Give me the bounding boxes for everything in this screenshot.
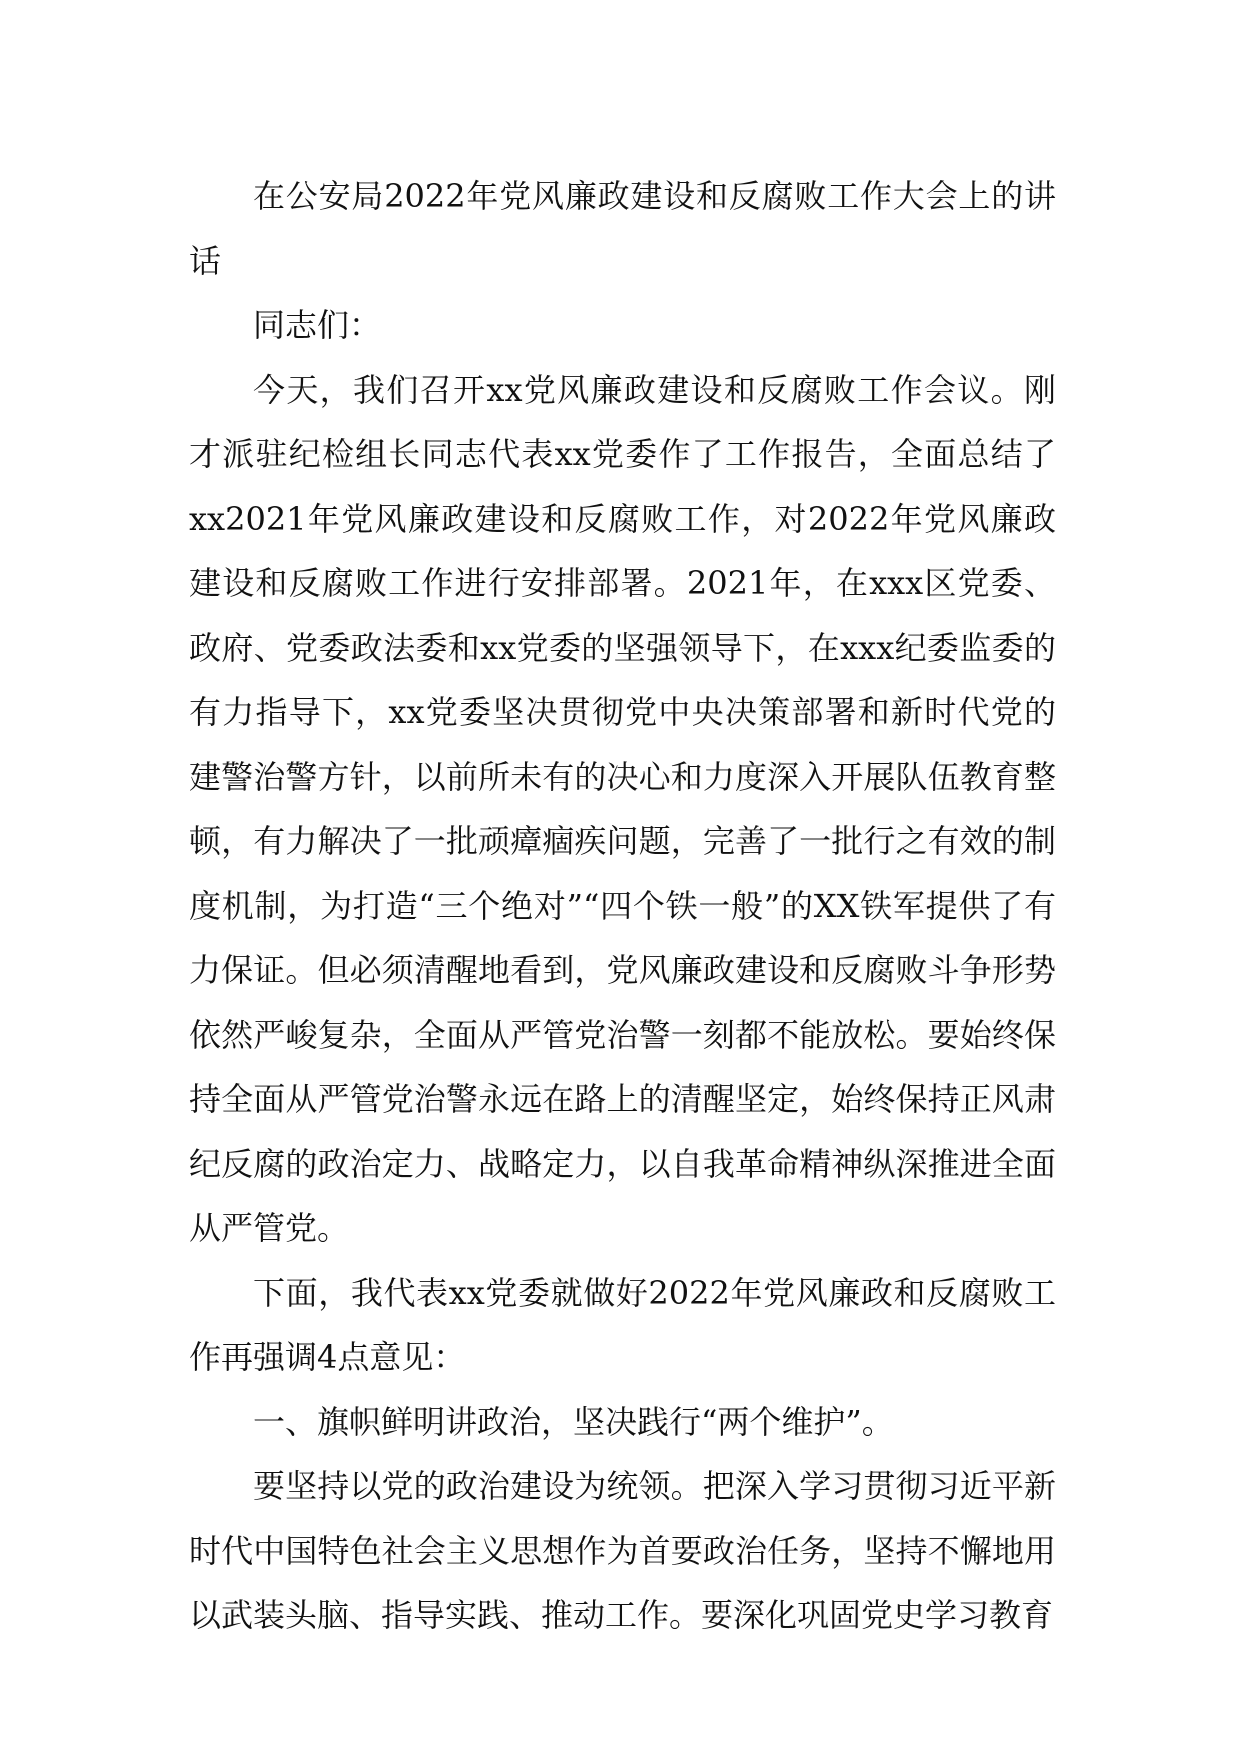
paragraph-section-1: 要坚持以党的政治建设为统领。把深入学习贯彻习近平新时代中国特色社会主义思想作为首要政治任务，坚持不懈地用以武装头脑、指导实践、推动工作。要深化巩固党史学习教育 [189, 1467, 1056, 1634]
document-title: 在公安局2022年党风廉政建设和反腐败工作大会上的讲话 [189, 177, 1056, 280]
document-page [189, 164, 1056, 1648]
paragraph-transition: 下面，我代表xx党委就做好2022年党风廉政和反腐败工作再强调4点意见： [189, 1273, 1056, 1376]
paragraph-opening: 今天，我们召开xx党风廉政建设和反腐败工作会议。刚才派驻纪检组长同志代表xx党委作了工作报告，全面总结了xx2021年党风廉政建设和反腐败工作，对2022年党风廉政建设和反腐败工作进行安排部署。2021年，在xxx区党委、政府、党委政法委和xx党委的坚强领导下，在xxx纪委监委的有力指导下，xx党委坚决贯彻党中央决策部署和新时代党的建警治警方针，以前所未有的决心和力度深入开展队伍教育整顿，有力解决了一批顽瘴痼疾问题，完善了一批行之有效的制度机制，为打造“三个绝对”“四个铁一般”的XX铁军提供了有力保证。但必须清醒地看到，党风廉政建设和反腐败斗争形势依然严峻复杂，全面从严管党治警一刻都不能放松。要始终保持全面从严管党治警永远在路上的清醒坚定，始终保持正风肃纪反腐的政治定力、战略定力，以自我革命精神纵深推进全面从严管党。 [189, 370, 1056, 1247]
section-heading-1: 一、旗帜鲜明讲政治，坚决践行“两个维护”。 [253, 1402, 894, 1441]
salutation: 同志们： [253, 306, 382, 344]
